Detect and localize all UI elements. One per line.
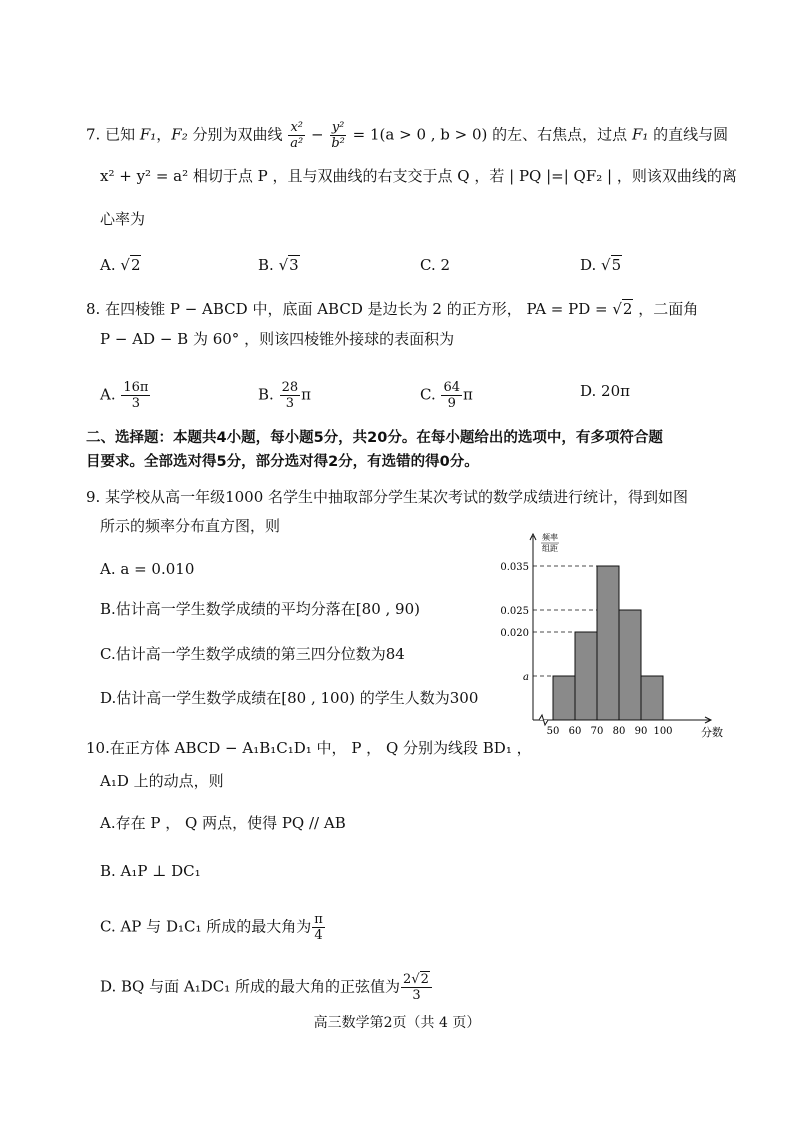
- q8-line1: [86, 298, 698, 320]
- q10-opt-c-num: π: [314, 912, 323, 927]
- q7-opt-d-rad: 5: [611, 256, 622, 274]
- x-tick-label: 100: [653, 726, 673, 737]
- q7-opt-a-rad: 2: [130, 256, 141, 274]
- q7-line1: 7. 已知 F₁，F₂ 分别为双曲线 $\frac{\text{x²}}{\text{a²}}$ − $\frac{\text{y²}}{\text{b²}}$ = 1(a > 0 , b > 0) 的左、右焦点，过点 F₁ 的直线与圆: [86, 120, 729, 151]
- q7-text2: 的直线与圆: [648, 125, 729, 144]
- section2-line2: 目要求。全部选对得5分，部分选对得2分，有选错的得0分。: [86, 454, 479, 470]
- q8-opt-c-den: 9: [447, 396, 456, 411]
- q9-option-c: C.估计高一学生数学成绩的第三四分位数为84: [100, 645, 405, 663]
- q7-line3: 心率为: [100, 210, 146, 228]
- q10-opt-d-coef: 2: [403, 972, 412, 987]
- q9-option-b: B.估计高一学生数学成绩的平均分落在[80 , 90): [100, 600, 420, 618]
- q10-option-d: [100, 972, 433, 1003]
- page-footer: 高三数学第2页（共 4 页）: [313, 1015, 481, 1031]
- q10-opt-c-text: C. AP 与 D₁C₁ 所成的最大角为: [100, 917, 312, 936]
- q8-opt-a-frac: [121, 380, 150, 411]
- q7-line2: x² + y² = a² 相切于点 P ，且与双曲线的右支交于点 Q ，若 | PQ |=| QF₂ | ，则该双曲线的离: [100, 167, 737, 185]
- q7-opt-a-sqrt: √2: [120, 256, 141, 274]
- y-tick-label: 0.025: [500, 606, 529, 617]
- q8-option-c: [420, 380, 473, 411]
- q10-opt-c-frac: [312, 912, 325, 943]
- q8-opt-a-den: 3: [131, 396, 141, 411]
- q7-option-b: [258, 254, 300, 276]
- histogram-ylabel: [541, 532, 559, 553]
- q8-opt-c-frac: [441, 380, 462, 411]
- q9-option-d: D.估计高一学生数学成绩在[80 , 100) 的学生人数为300: [100, 689, 479, 707]
- q7-opt-b-sqrt: √3: [278, 256, 299, 274]
- q7-frac-x: $\frac{\text{x²}}{\text{a²}}$: [290, 120, 304, 151]
- q8-opt-c-num: 64: [443, 380, 461, 395]
- q7-opt-b-rad: 3: [289, 256, 299, 274]
- section2-line1: 二、选择题：本题共4小题，每小题5分，共20分。在每小题给出的选项中，有多项符合题: [86, 430, 663, 446]
- q10-opt-d-sqrt: √2: [411, 972, 429, 987]
- histogram-bar: [641, 676, 663, 720]
- q7-opt-b-label: B.: [258, 256, 279, 274]
- q8-opt-c-label: C.: [420, 385, 441, 404]
- q7-frac-y: $\frac{\text{y²}}{\text{b²}}$: [331, 120, 345, 151]
- q7-option-d: [580, 254, 622, 276]
- frequency-histogram: [495, 528, 725, 748]
- x-tick-label: 60: [568, 726, 582, 737]
- q8-opt-a-num: 16π: [123, 380, 149, 395]
- q7-eq-rhs: = 1(a > 0 , b > 0) 的左、右焦点，过点: [347, 125, 632, 144]
- x-tick-label: 50: [546, 726, 560, 737]
- q8-option-b: [258, 380, 311, 411]
- histogram-bar: [597, 566, 619, 720]
- histogram-bar: [575, 632, 597, 720]
- q9-line2: 所示的频率分布直方图，则: [100, 517, 281, 535]
- histogram-xlabel: 分数: [701, 726, 723, 739]
- q10-line1: 10.在正方体 ABCD − A₁B₁C₁D₁ 中， P ， Q 分别为线段 BD₁ ，: [86, 739, 532, 757]
- q10-opt-d-rad: 2: [420, 972, 429, 987]
- q10-option-b: B. A₁P ⊥ DC₁: [100, 862, 201, 880]
- axis-break-mark: [539, 715, 548, 725]
- q8-line1b: ，二面角: [633, 300, 699, 318]
- x-tick-label: 90: [634, 726, 648, 737]
- q8-line2: P − AD − B 为 60° ，则该四棱锥外接球的表面积为: [100, 330, 455, 348]
- q8-sqrt: √2: [612, 300, 633, 318]
- x-tick-label: 70: [590, 726, 604, 737]
- q7-lead: 7. 已知: [86, 125, 140, 144]
- q10-opt-d-frac: [401, 972, 432, 1003]
- histogram-bar: [553, 676, 575, 720]
- ylabel-numerator: 频率: [542, 533, 558, 542]
- q8-opt-b-den: 3: [285, 396, 294, 411]
- q8-opt-a-label: A.: [100, 385, 121, 404]
- q7-text1: 分别为双曲线: [187, 125, 288, 144]
- q10-opt-d-num: [401, 972, 432, 988]
- q7-option-a: [100, 254, 141, 276]
- q7-opt-a-label: A.: [100, 256, 121, 274]
- q7-option-c: C. 2: [420, 256, 451, 274]
- q9-line1: 9. 某学校从高一年级1000 名学生中抽取部分学生某次考试的数学成绩进行统计，得到如图: [86, 488, 689, 506]
- q10-line2: A₁D 上的动点，则: [100, 772, 224, 790]
- q8-line1-text: 8. 在四棱锥 P − ABCD 中，底面 ABCD 是边长为 2 的正方形， PA = PD =: [86, 300, 613, 318]
- q10-option-c: [100, 912, 326, 943]
- q7-f2: F₂: [171, 125, 188, 144]
- q7-f1: F₁: [139, 125, 157, 144]
- y-tick-label: 0.035: [500, 562, 529, 573]
- q10-opt-d-den: 3: [412, 988, 421, 1003]
- q9-option-a: A. a = 0.010: [100, 560, 195, 578]
- q8-opt-c-tail: π: [463, 385, 473, 404]
- q7-sep: ，: [156, 125, 172, 144]
- q8-opt-b-label: B.: [258, 385, 279, 404]
- q8-option-d: D. 20π: [580, 382, 630, 400]
- q7-opt-d-sqrt: √5: [601, 256, 622, 274]
- q10-option-a: A.存在 P ， Q 两点，使得 PQ // AB: [100, 814, 346, 832]
- y-tick-label: 0.020: [500, 628, 529, 639]
- q8-opt-b-tail: π: [301, 385, 311, 404]
- q7-f1-again: F₁: [631, 125, 649, 144]
- q8-rad: 2: [622, 300, 633, 318]
- y-tick-label: a: [523, 672, 529, 683]
- q7-opt-d-label: D.: [580, 256, 602, 274]
- histogram-bar: [619, 610, 641, 720]
- q8-option-a: [100, 380, 151, 411]
- q10-opt-d-text: D. BQ 与面 A₁DC₁ 所成的最大角的正弦值为: [100, 977, 401, 996]
- x-tick-label: 80: [612, 726, 626, 737]
- ylabel-denominator: 组距: [542, 544, 558, 553]
- q8-opt-b-num: 28: [281, 380, 299, 395]
- q10-opt-c-den: 4: [314, 928, 323, 943]
- q8-opt-b-frac: [280, 380, 301, 411]
